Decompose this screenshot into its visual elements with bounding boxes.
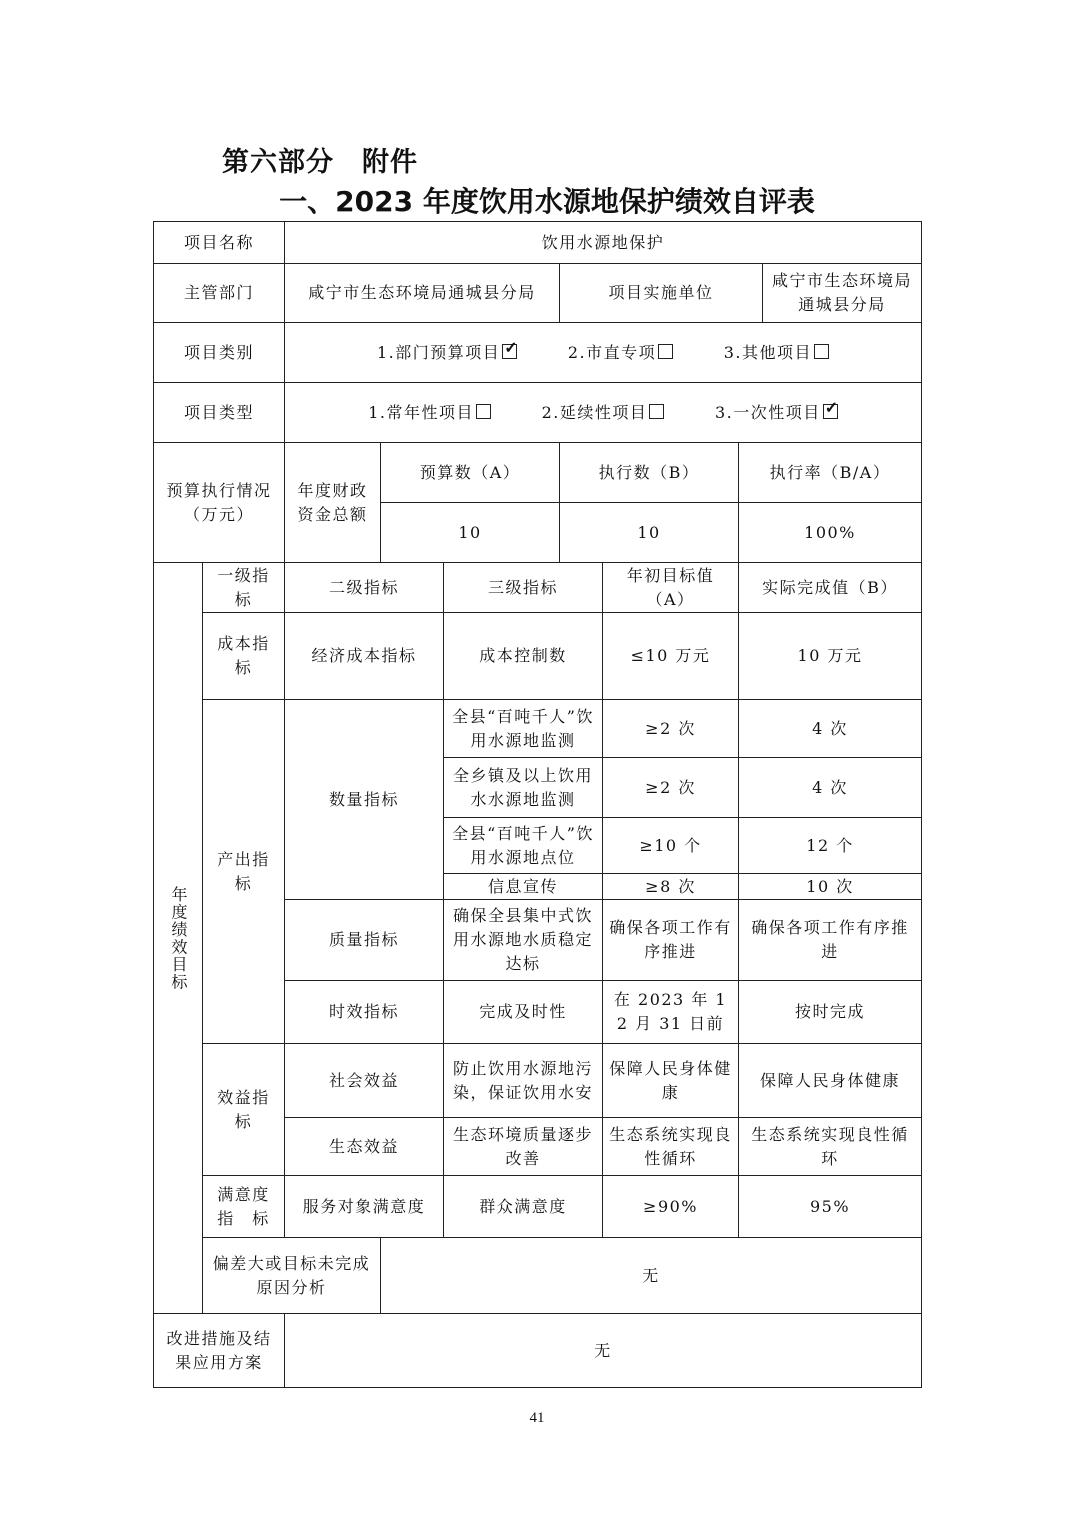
quantity-target: ≥2 次: [603, 700, 739, 758]
social-l3: 防止饮用水源地污染，保证饮用水安: [444, 1044, 603, 1118]
category-options: [285, 323, 922, 383]
project-name-value: 饮用水源地保护: [285, 222, 922, 264]
cost-l2: 经济成本指标: [285, 613, 444, 700]
quantity-l3: 全乡镇及以上饮用水水源地监测: [444, 758, 603, 818]
cost-l3: 成本控制数: [444, 613, 603, 700]
perf-header-target: 年初目标值（A）: [603, 563, 739, 613]
satisfaction-l3: 群众满意度: [444, 1176, 603, 1238]
perf-header-actual: 实际完成值（B）: [739, 563, 922, 613]
type-label: 项目类型: [154, 383, 285, 443]
perf-header-l2: 二级指标: [285, 563, 444, 613]
deviation-value: 无: [381, 1238, 922, 1314]
cost-l1: 成本指标: [203, 613, 285, 700]
social-actual: 保障人民身体健康: [739, 1044, 922, 1118]
quantity-actual: 10 次: [739, 874, 922, 900]
type-option: 1.常年性项目: [368, 403, 491, 422]
quality-target: 确保各项工作有序推进: [603, 900, 739, 981]
category-option: 3.其他项目: [724, 343, 829, 362]
quality-l3: 确保全县集中式饮用水源地水质稳定达标: [444, 900, 603, 981]
checkbox-icon: [658, 344, 673, 359]
checkbox-icon: [814, 344, 829, 359]
type-option: 3.一次性项目✓: [715, 403, 838, 422]
dept-value: 咸宁市生态环境局通城县分局: [285, 264, 560, 323]
quantity-l3: 信息宣传: [444, 874, 603, 900]
deviation-label: 偏差大或目标未完成原因分析: [203, 1238, 381, 1314]
budget-label: 预算执行情况（万元）: [154, 443, 285, 563]
improve-value: 无: [285, 1314, 922, 1388]
checkbox-checked-icon: [823, 404, 838, 419]
dept-label: 主管部门: [154, 264, 285, 323]
quantity-target: ≥8 次: [603, 874, 739, 900]
page-number: 41: [529, 1410, 545, 1426]
eco-l3: 生态环境质量逐步改善: [444, 1118, 603, 1176]
checkbox-checked-icon: [502, 344, 517, 359]
category-label: 项目类别: [154, 323, 285, 383]
type-options: [285, 383, 922, 443]
evaluation-table: [153, 221, 922, 1388]
quality-l2: 质量指标: [285, 900, 444, 981]
budget-header-a: 预算数（A）: [381, 443, 560, 503]
part-heading: 第六部分 附件: [222, 147, 418, 178]
quantity-target: ≥10 个: [603, 818, 739, 874]
cost-target: ≤10 万元: [603, 613, 739, 700]
improve-label: 改进措施及结果应用方案: [154, 1314, 285, 1388]
quantity-actual: 12 个: [739, 818, 922, 874]
eco-l2: 生态效益: [285, 1118, 444, 1176]
project-name-label: 项目名称: [154, 222, 285, 264]
budget-header-rate: 执行率（B/A）: [739, 443, 922, 503]
type-option: 2.延续性项目: [542, 403, 665, 422]
output-l1: 产出指标: [203, 700, 285, 1044]
category-option: 2.市直专项: [568, 343, 673, 362]
impl-value: 咸宁市生态环境局通城县分局: [763, 264, 922, 323]
social-target: 保障人民身体健康: [603, 1044, 739, 1118]
budget-value-b: 10: [560, 503, 739, 563]
quantity-actual: 4 次: [739, 700, 922, 758]
category-option: 1.部门预算项目✓: [377, 343, 517, 362]
budget-value-a: 10: [381, 503, 560, 563]
satisfaction-target: ≥90%: [603, 1176, 739, 1238]
perf-header-l3: 三级指标: [444, 563, 603, 613]
quantity-l3: 全县“百吨千人”饮用水源地点位: [444, 818, 603, 874]
eco-target: 生态系统实现良性循环: [603, 1118, 739, 1176]
quantity-l2: 数量指标: [285, 700, 444, 900]
perf-side-label: 年度绩效目标: [154, 563, 203, 1314]
satisfaction-l2: 服务对象满意度: [285, 1176, 444, 1238]
timeliness-target: 在 2023 年 12 月 31 日前: [603, 981, 739, 1044]
benefit-l1: 效益指标: [203, 1044, 285, 1176]
quantity-target: ≥2 次: [603, 758, 739, 818]
impl-label: 项目实施单位: [560, 264, 763, 323]
checkbox-icon: [649, 404, 664, 419]
satisfaction-actual: 95%: [739, 1176, 922, 1238]
satisfaction-l1: 满意度指 标: [203, 1176, 285, 1238]
eco-actual: 生态系统实现良性循环: [739, 1118, 922, 1176]
cost-actual: 10 万元: [739, 613, 922, 700]
social-l2: 社会效益: [285, 1044, 444, 1118]
perf-header-l1: 一级指标: [203, 563, 285, 613]
timeliness-l2: 时效指标: [285, 981, 444, 1044]
checkbox-icon: [476, 404, 491, 419]
quantity-actual: 4 次: [739, 758, 922, 818]
budget-sub-label: 年度财政资金总额: [285, 443, 381, 563]
quality-actual: 确保各项工作有序推进: [739, 900, 922, 981]
timeliness-l3: 完成及时性: [444, 981, 603, 1044]
timeliness-actual: 按时完成: [739, 981, 922, 1044]
budget-value-rate: 100%: [739, 503, 922, 563]
page-title: 一、2023 年度饮用水源地保护绩效自评表: [279, 185, 815, 218]
budget-header-b: 执行数（B）: [560, 443, 739, 503]
quantity-l3: 全县“百吨千人”饮用水源地监测: [444, 700, 603, 758]
